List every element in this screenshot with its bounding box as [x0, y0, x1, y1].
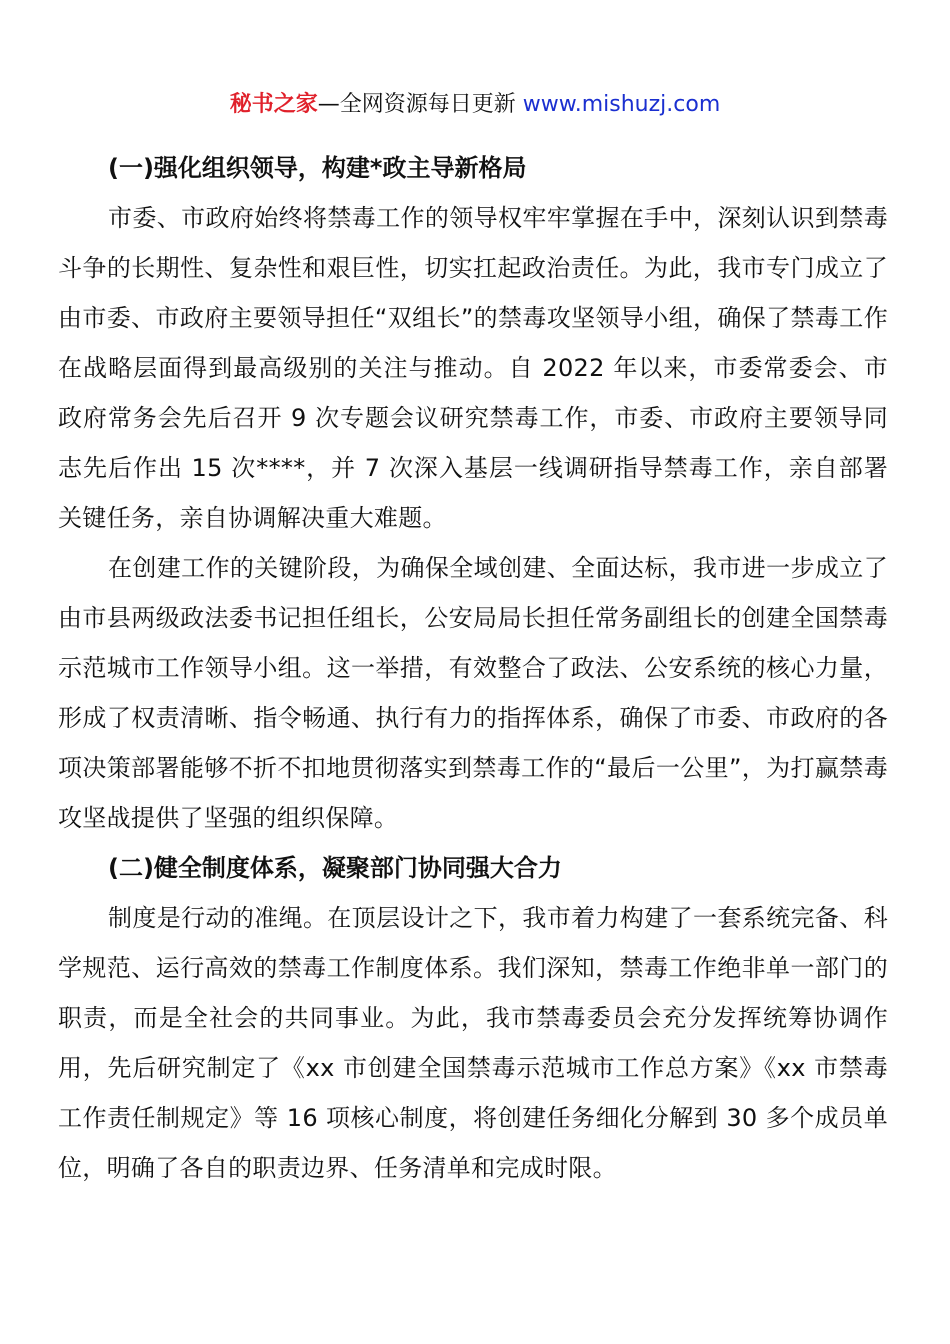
document-body — [58, 143, 888, 1193]
section-heading-2: (二)健全制度体系，凝聚部门协同强大合力 — [108, 854, 562, 882]
site-header — [0, 88, 950, 122]
site-url-link[interactable]: www.mishuzj.com — [522, 92, 721, 117]
section-1-paragraph-1: 市委、市政府始终将禁毒工作的领导权牢牢掌握在手中，深刻认识到禁毒斗争的长期性、复杂性和艰巨性，切实扛起政治责任。为此，我市专门成立了由市委、市政府主要领导担任“双组长”的禁毒攻坚领导小组，确保了禁毒工作在战略层面得到最高级别的关注与推动。自 2022 年以来，市委常委会、市政府常务会先后召开 9 次专题会议研究禁毒工作，市委、市政府主要领导同志先后作出 15 次****，并 7 次深入基层一线调研指导禁毒工作，亲自部署关键任务，亲自协调解决重大难题。 — [58, 204, 888, 532]
section-2-paragraph-1: 制度是行动的准绳。在顶层设计之下，我市着力构建了一套系统完备、科学规范、运行高效的禁毒工作制度体系。我们深知，禁毒工作绝非单一部门的职责，而是全社会的共同事业。为此，我市禁毒委员会充分发挥统筹协调作用，先后研究制定了《xx 市创建全国禁毒示范城市工作总方案》《xx 市禁毒工作责任制规定》等 16 项核心制度，将创建任务细化分解到 30 多个成员单位，明确了各自的职责边界、任务清单和完成时限。 — [58, 904, 888, 1182]
header-slogan: —全网资源每日更新 — [317, 92, 523, 117]
section-heading-1: (一)强化组织领导，构建*政主导新格局 — [108, 154, 527, 182]
section-1-paragraph-2: 在创建工作的关键阶段，为确保全域创建、全面达标，我市进一步成立了由市县两级政法委书记担任组长，公安局局长担任常务副组长的创建全国禁毒示范城市工作领导小组。这一举措，有效整合了政法、公安系统的核心力量，形成了权责清晰、指令畅通、执行有力的指挥体系，确保了市委、市政府的各项决策部署能够不折不扣地贯彻落实到禁毒工作的“最后一公里”，为打赢禁毒攻坚战提供了坚强的组织保障。 — [58, 554, 888, 832]
brand-name: 秘书之家 — [229, 92, 318, 117]
